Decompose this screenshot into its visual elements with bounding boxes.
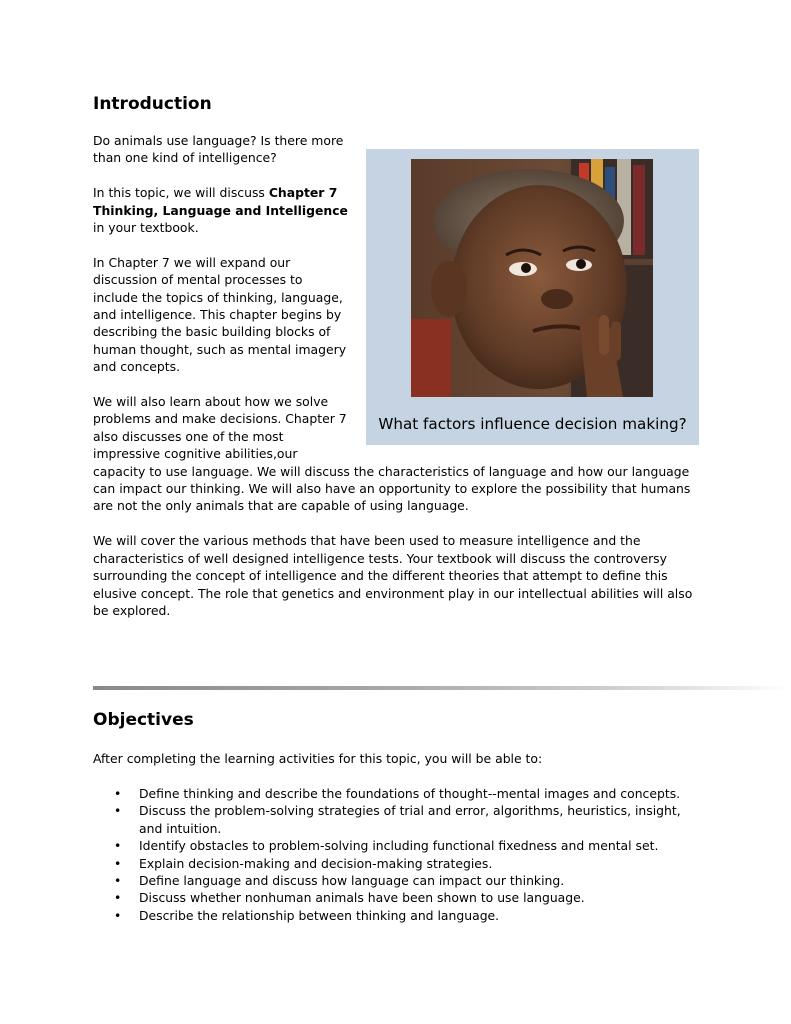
objective-item (93, 889, 693, 906)
child-portrait-image (411, 159, 653, 397)
objective-text: Define thinking and describe the foundations of thought--mental images and concepts. (139, 786, 681, 801)
figure-caption: What factors influence decision making? (378, 415, 687, 433)
objectives-heading: Objectives (93, 710, 194, 730)
photo-figure (366, 149, 699, 445)
objective-item (93, 837, 693, 854)
bullet-icon: • (114, 838, 122, 854)
objective-item (93, 907, 693, 924)
intro-paragraph-5: We will cover the various methods that have been used to measure intelligence and the characteristics of well designed intelligence tests. Your textbook will discuss the controversy surrounding the concept of intelligence and the different theories that attempt to define this elusive concept. The role that genetics and environment play in our intellectual abilities will also be explored. (93, 533, 693, 618)
bullet-icon: • (114, 803, 122, 819)
objective-item (93, 872, 693, 889)
intro-paragraph-1: Do animals use language? Is there more than one kind of intelligence? (93, 133, 344, 166)
bullet-icon: • (114, 890, 122, 906)
intro-paragraph-3: In Chapter 7 we will expand our discussion of mental processes to include the topics of thinking, language, and intelligence. This chapter begins by describing the basic building blocks of human thought, such as mental imagery and concepts. (93, 254, 347, 375)
bullet-icon: • (114, 873, 122, 889)
chapter-title: Chapter 7 Thinking, Language and Intelligence (93, 185, 348, 218)
bullet-icon: • (114, 786, 122, 801)
introduction-body (93, 132, 693, 637)
section-divider (93, 686, 791, 690)
intro-p2-before: In this topic, we will discuss (93, 185, 269, 201)
child-thinking-photo (411, 159, 653, 397)
intro-p2-after: in your textbook. (93, 220, 199, 236)
objective-text: Discuss whether nonhuman animals have been shown to use language. (139, 890, 585, 906)
intro-paragraph-4: We will also learn about how we solve problems and make decisions. Chapter 7 also discusses one of the most impressive cognitive abilities,our capacity to use language. We will discuss the characteristics of language and how our language can impact our thinking. We will also have an opportunity to explore the possibility that humans are not the only animals that are capable of using language. (93, 394, 691, 514)
objective-text: Define language and discuss how language can impact our thinking. (139, 873, 565, 889)
bullet-icon: • (114, 907, 122, 923)
objective-text: Explain decision-making and decision-making strategies. (139, 855, 493, 871)
introduction-heading: Introduction (93, 94, 212, 114)
objective-text: Discuss the problem-solving strategies of trial and error, algorithms, heuristics, insight, and intuition. (139, 803, 681, 836)
objective-item (93, 855, 693, 872)
bullet-icon: • (114, 855, 122, 871)
objective-item (93, 802, 693, 837)
objectives-intro: After completing the learning activities for this topic, you will be able to: (93, 751, 543, 766)
objectives-list (93, 785, 693, 924)
objective-text: Describe the relationship between thinking and language. (139, 907, 500, 923)
objective-text: Identify obstacles to problem-solving including functional fixedness and mental set. (139, 838, 659, 854)
objective-item (93, 785, 693, 802)
